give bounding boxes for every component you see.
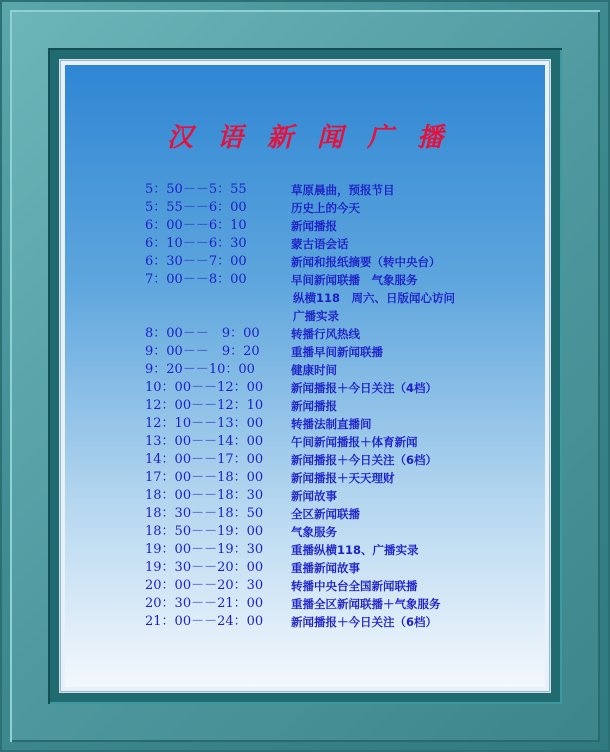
title-char: 新	[266, 123, 293, 153]
time-slot: 6：30－－7：00	[145, 254, 247, 269]
time-slot: 9：00－－ 9：20	[145, 344, 260, 359]
schedule-row	[145, 379, 545, 397]
schedule-row	[145, 289, 545, 307]
schedule-row	[145, 307, 545, 325]
schedule-row	[145, 397, 545, 415]
time-slot: 21：00－－24：00	[145, 614, 264, 629]
time-slot: 5：55－－6：00	[145, 200, 247, 215]
schedule-row	[145, 613, 545, 631]
program-name: 新闻和报纸摘要（转中央台）	[291, 255, 441, 269]
schedule-row	[145, 343, 545, 361]
time-slot: 12：00－－12：10	[145, 398, 264, 413]
program-name: 重播纵横118、广播实录	[291, 543, 419, 557]
title-char: 播	[417, 123, 444, 153]
title-char: 广	[367, 123, 394, 153]
time-slot: 6：10－－6：30	[145, 236, 247, 251]
time-slot: 20：00－－20：30	[145, 578, 264, 593]
program-name: 新闻播报＋今日关注（6档）	[291, 615, 438, 629]
program-name: 重播新闻故事	[291, 561, 360, 575]
time-slot: 12：10－－13：00	[145, 416, 264, 431]
program-name: 重播全区新闻联播＋气象服务	[291, 597, 441, 611]
time-slot: 7：00－－8：00	[145, 272, 247, 287]
program-name: 气象服务	[291, 525, 337, 539]
time-slot: 5：50－－5：55	[145, 182, 247, 197]
time-slot: 18：00－－18：30	[145, 488, 264, 503]
program-name: 新闻播报＋今日关注（6档）	[291, 453, 438, 467]
schedule-row	[145, 217, 545, 235]
schedule-row	[145, 541, 545, 559]
program-name: 新闻播报	[291, 219, 337, 233]
schedule-row	[145, 361, 545, 379]
schedule-row	[145, 235, 545, 253]
title-char: 闻	[317, 123, 344, 153]
program-name: 转播行风热线	[291, 327, 360, 341]
time-slot: 8：00－－ 9：00	[145, 326, 260, 341]
schedule-row	[145, 199, 545, 217]
program-name: 重播早间新闻联播	[291, 345, 383, 359]
program-name: 健康时间	[291, 363, 337, 377]
time-slot: 9：20－－10：00	[145, 362, 255, 377]
program-name: 蒙古语会话	[291, 237, 349, 251]
program-name: 午间新闻播报＋体育新闻	[291, 435, 418, 449]
schedule-row	[145, 487, 545, 505]
schedule-row	[145, 451, 545, 469]
schedule-row	[145, 181, 545, 199]
program-name: 新闻播报＋天天理财	[291, 471, 395, 485]
schedule-row	[145, 325, 545, 343]
program-name: 草原晨曲，预报节目	[291, 183, 395, 197]
program-name: 早间新闻联播 气象服务	[291, 273, 418, 287]
program-name: 新闻故事	[291, 489, 337, 503]
program-name: 转播中央台全国新闻联播	[291, 579, 418, 593]
schedule-row	[145, 505, 545, 523]
schedule-row	[145, 433, 545, 451]
schedule-panel	[61, 61, 549, 691]
program-name: 广播实录	[293, 309, 339, 323]
program-name: 转播法制直播间	[291, 417, 372, 431]
schedule-row	[145, 253, 545, 271]
schedule-row	[145, 523, 545, 541]
program-name: 全区新闻联播	[291, 507, 360, 521]
time-slot: 6：00－－6：10	[145, 218, 247, 233]
schedule-row	[145, 577, 545, 595]
time-slot: 19：00－－19：30	[145, 542, 264, 557]
time-slot: 18：30－－18：50	[145, 506, 264, 521]
time-slot: 18：50－－19：00	[145, 524, 264, 539]
schedule-row	[145, 559, 545, 577]
time-slot: 20：30－－21：00	[145, 596, 264, 611]
time-slot: 17：00－－18：00	[145, 470, 264, 485]
time-slot: 10：00－－12：00	[145, 380, 264, 395]
program-name: 新闻播报	[291, 399, 337, 413]
schedule-row	[145, 415, 545, 433]
schedule-row	[145, 271, 545, 289]
schedule-row	[145, 469, 545, 487]
schedule-row	[145, 595, 545, 613]
program-name: 历史上的今天	[291, 201, 360, 215]
title-char: 语	[216, 123, 243, 153]
schedule-list	[145, 181, 545, 631]
page-title	[65, 117, 545, 154]
time-slot: 19：30－－20：00	[145, 560, 264, 575]
title-char: 汉	[166, 123, 193, 153]
program-name: 新闻播报＋今日关注（4档）	[291, 381, 438, 395]
time-slot: 14：00－－17：00	[145, 452, 264, 467]
program-name: 纵横118 周六、日版闻心访问	[293, 291, 456, 305]
time-slot: 13：00－－14：00	[145, 434, 264, 449]
